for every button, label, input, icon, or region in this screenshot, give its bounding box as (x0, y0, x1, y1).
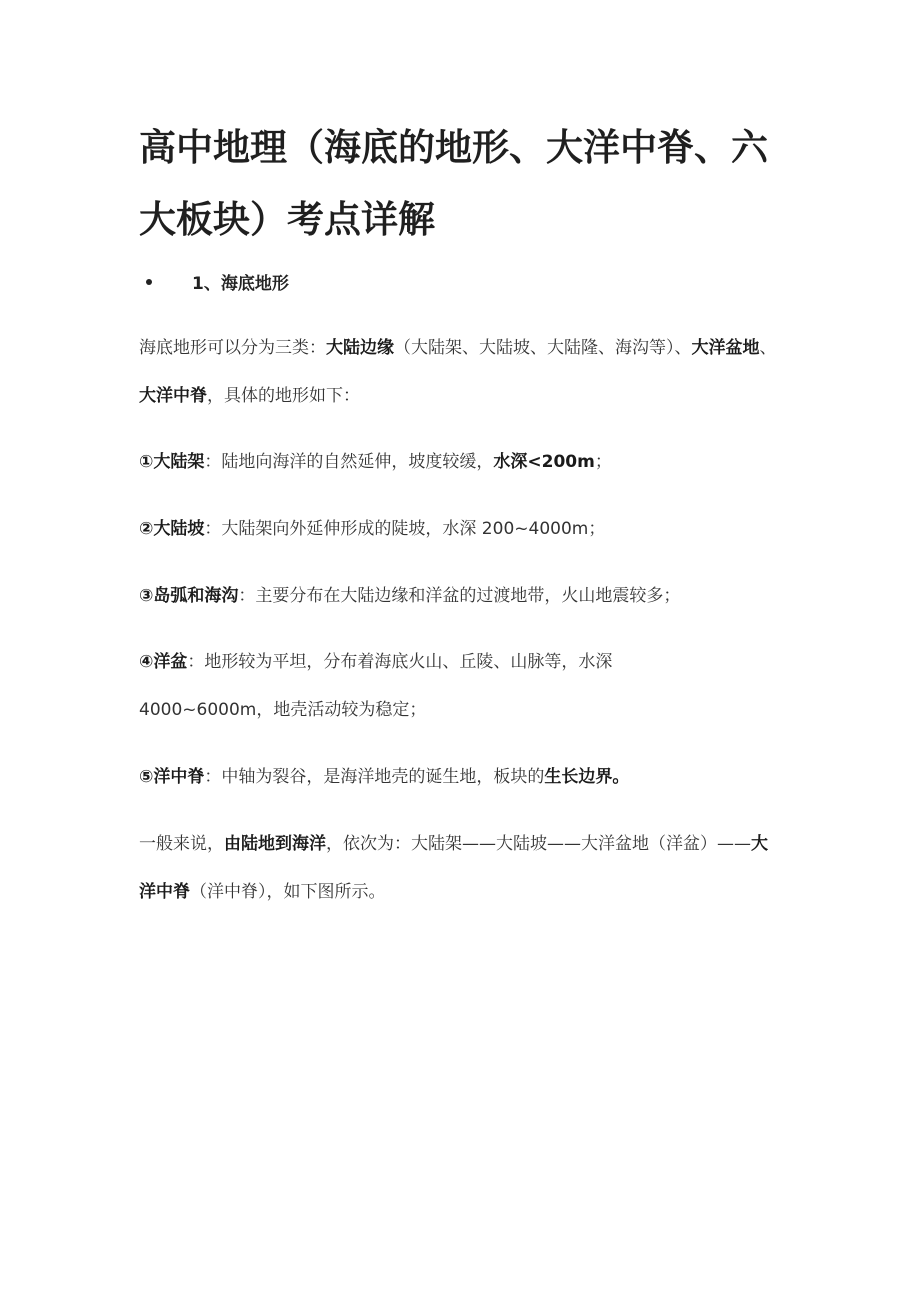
summary-text-3: （洋中脊），如下图所示。 (190, 882, 386, 902)
item-text: ：陆地向海洋的自然延伸，坡度较缓， (204, 452, 494, 472)
item-ocean-basin (139, 638, 699, 734)
item-text: ：中轴为裂谷，是海洋地壳的诞生地，板块的 (204, 767, 545, 787)
intro-bold-continental-margin: 大陆边缘 (326, 338, 394, 358)
item-term: ④洋盆 (139, 652, 188, 672)
item-text: ：地形较为平坦，分布着海底火山、丘陵、山脉等，水深 4000~6000m，地壳活动较为稳定； (139, 652, 613, 720)
item-island-arc-trench (139, 572, 779, 620)
item-continental-slope (139, 505, 779, 553)
item-text-end: ； (594, 452, 612, 472)
item-term: ②大陆坡 (139, 519, 205, 539)
item-mid-ocean-ridge (139, 753, 779, 801)
summary-bold-land-to-sea: 由陆地到海洋 (224, 834, 326, 854)
intro-text-1: 海底地形可以分为三类： (139, 338, 326, 358)
page-title: 高中地理（海底的地形、大洋中脊、六大板块）考点详解 (139, 126, 768, 241)
section-heading: 1、海底地形 (192, 273, 289, 294)
summary-text-1: 一般来说， (139, 834, 224, 854)
item-term: ③岛弧和海沟 (139, 586, 239, 606)
intro-bold-ocean-basin: 大洋盆地 (691, 338, 760, 358)
intro-text-3: 、 (759, 338, 777, 358)
item-bold-depth: 水深<200m (493, 452, 595, 472)
item-text: ：主要分布在大陆边缘和洋盆的过渡地带，火山地震较多； (238, 586, 681, 606)
summary-paragraph (139, 820, 779, 916)
section-bullet (146, 266, 289, 296)
bullet-dot-icon (146, 279, 152, 285)
item-continental-shelf (139, 438, 779, 486)
item-text: ：大陆架向外延伸形成的陡坡，水深 200~4000m； (204, 519, 606, 539)
intro-bold-mid-ocean-ridge: 大洋中脊 (139, 386, 207, 406)
intro-paragraph (139, 324, 779, 420)
item-bold-growth-boundary: 生长边界。 (544, 767, 630, 787)
intro-text-2: （大陆架、大陆坡、大陆隆、海沟等）、 (394, 338, 692, 358)
item-term: ①大陆架 (139, 452, 205, 472)
summary-bold-mid-ocean-ridge: 大洋中脊 (139, 834, 768, 902)
summary-text-2: ，依次为：大陆架——大陆坡——大洋盆地（洋盆）—— (326, 834, 751, 854)
intro-text-4: ，具体的地形如下： (207, 386, 360, 406)
item-term: ⑤洋中脊 (139, 767, 205, 787)
